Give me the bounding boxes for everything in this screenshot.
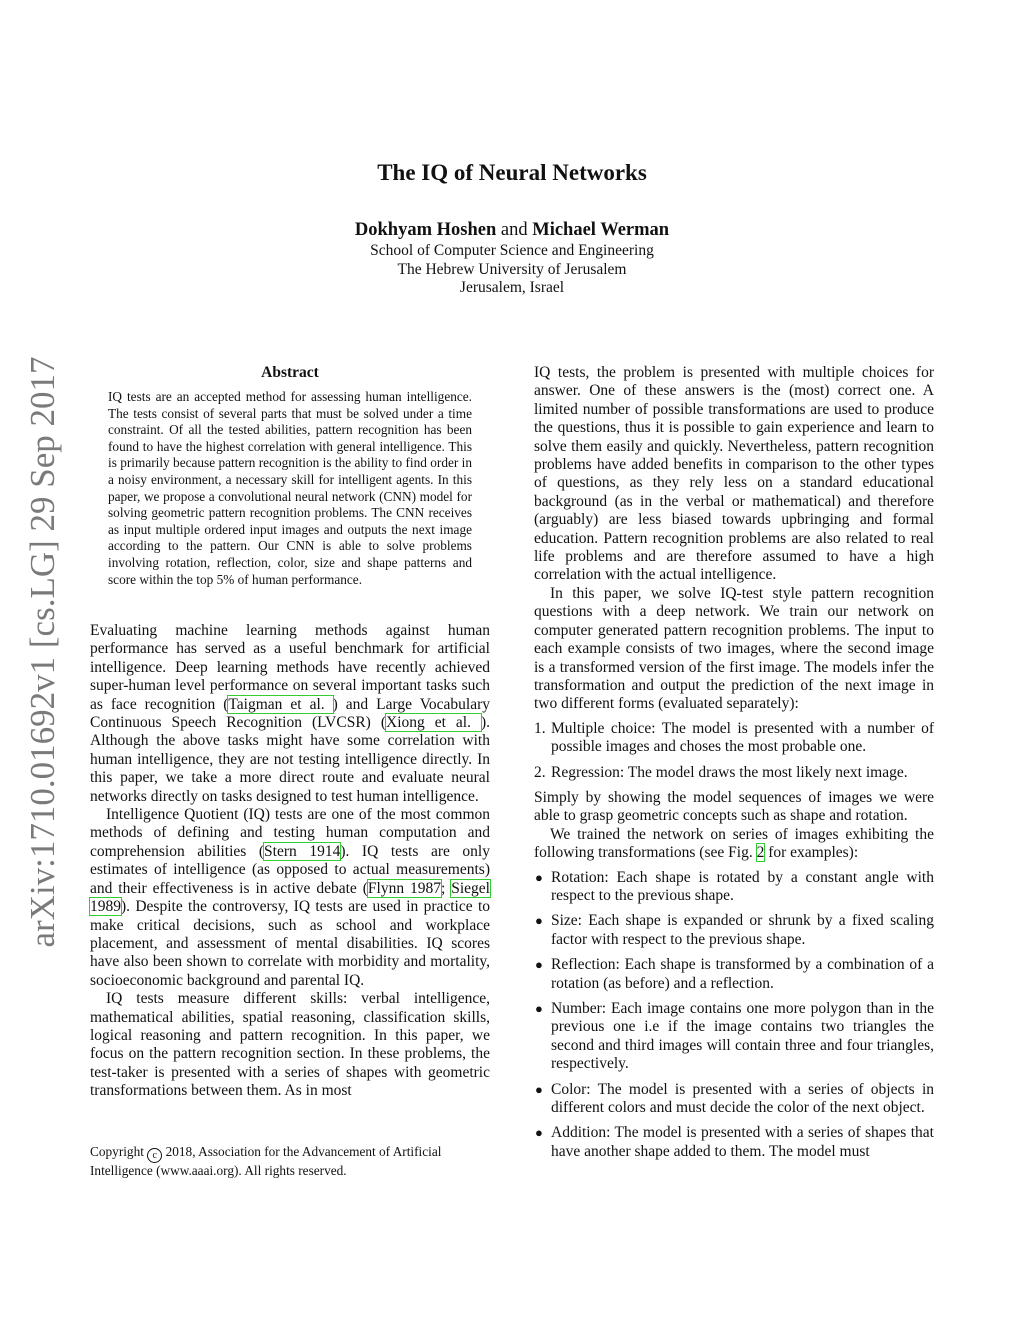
footnote-text: Copyright [90,1144,144,1159]
author-line [0,220,1024,241]
affiliation-line: The Hebrew University of Jerusalem [397,260,627,278]
list-item-text: Addition: The model is presented with a series of shapes that have another shape added to them. The model must [551,1124,934,1160]
footnote-text: 2018, Association for the Advancement of Artificial Intelligence (www.aaai.org). All rights reserved. [90,1144,442,1178]
list-item [534,956,934,993]
body-paragraph [90,622,490,806]
numbered-list [534,720,934,782]
paragraph-text: ) and Large Vocabulary Continuous Speech Recognition (LVCSR) ( [90,695,490,732]
bullet-list [534,869,934,1162]
copyright-footnote [90,1144,490,1180]
affiliation-line: Jerusalem, Israel [459,279,565,297]
bullet-icon: ● [535,869,543,885]
list-item [534,1000,934,1074]
body-paragraph [534,826,934,863]
abstract-text: IQ tests are an accepted method for assessing human intelligence. The tests consist of several parts that must be solved under a time constraint. Of all the tested abilities, pattern recognition has been found to have the highest correlation with general intelligence. This is primarily because pattern recognition is the ability to find order in a noisy environment, a necessary skill for intelligent agents. In this paper, we propose a convolutional neural network (CNN) model for solving geometric pattern recognition problems. The CNN receives as input multiple ordered input images and outputs the next image according to the pattern. Our CNN is able to solve problems involving rotation, reflection, color, size and shape patterns and score within the top 5% of human performance. [108,389,472,587]
list-item [534,869,934,906]
list-number: 1. [534,719,546,737]
right-column [534,364,934,1168]
paragraph-text: ). IQ tests are only estimates of intelligence (as opposed to actual measurements) and their effectiveness is in active debate ( [90,842,490,897]
body-paragraph: IQ tests measure different skills: verbal intelligence, mathematical abilities, spatial reasoning, classification skills, logical reasoning and pattern recognition. In this paper, we focus on the pattern recognition section. In these problems, the test-taker is presented with a series of shapes with geometric transformations between them. As in most [90,990,490,1100]
list-item [534,1124,934,1161]
citation-link[interactable]: Taigman et al. [228,695,333,713]
list-item-text: Rotation: Each shape is rotated by a constant angle with respect to the previous shape. [551,868,934,904]
list-item-text: Number: Each image contains one more polygon than in the previous one i.e if the image contains two triangles the second and third images will contain three and four triangles, respectively. [551,1000,934,1073]
affiliation-line: School of Computer Science and Engineering [370,242,654,259]
paragraph-text: ). Despite the controversy, IQ tests are used in practice to make critical decisions, such as school and workplace placement, and assessment of mental disabilities. IQ scores have also been shown to correlate with morbidity and mortality, socioeconomic background and parental IQ. [90,898,490,989]
list-item-text: Regression: The model draws the most likely next image. [551,763,908,781]
author-conjunction: and [500,220,528,240]
paragraph-text: We trained the network on series of images exhibiting the following transformations (see Fig. [534,825,934,862]
citation-link[interactable]: Stern 1914 [264,842,341,860]
author-name: Michael Werman [532,220,670,240]
list-item [534,1081,934,1118]
left-column [90,622,490,1101]
bullet-icon: ● [535,1001,543,1016]
affiliation-block [0,242,1024,298]
bullet-icon: ● [535,1125,543,1141]
citation-link[interactable]: Xiong et al. [386,714,481,732]
citation-link[interactable]: Flynn 1987 [367,879,442,897]
list-item-text: Multiple choice: The model is presented with a number of possible images and choses the most probable one. [551,719,934,756]
list-item-text: Color: The model is presented with a series of objects in different colors and must decide the color of the next object. [551,1080,934,1117]
list-item [534,764,934,782]
copyright-symbol: c [147,1148,162,1163]
abstract-heading: Abstract [261,364,319,381]
body-paragraph: Simply by showing the model sequences of images we were able to grasp geometric concepts such as shape and rotation. [534,788,934,825]
list-item-text: Size: Each shape is expanded or shrunk by a fixed scaling factor with respect to the previous shape. [551,912,934,948]
paragraph-text: for examples): [764,844,859,862]
list-item-text: Reflection: Each shape is transformed by a combination of a rotation (as before) and a reflection. [551,956,934,992]
citation-separator: ; [441,879,452,897]
author-name: Dokhyam Hoshen [354,220,497,240]
list-item [534,720,934,757]
bullet-icon: ● [535,913,543,929]
citation-link[interactable]: Siegel 1989 [90,879,490,916]
body-paragraph: IQ tests, the problem is presented with multiple choices for answer. One of these answers is the (most) correct one. A limited number of possible transformations are used to produce the questions, thus it is possible to gain experience and learn to solve them easily and quickly. Nevertheless, pattern recognition problems have added benefits in comparison to the other types of questions, as they rely less on a standard educational background (as in the verbal or mathematical) and therefore (arguably) are less biased towards upbringing and formal education. Pattern recognition problems are also related to real life problems and are therefore assumed to have a high correlation with the actual intelligence. [534,364,934,584]
paragraph-text: Intelligence Quotient (IQ) tests are one of the most common methods of defining and testing human computation and comprehension abilities ( [90,806,490,860]
paper-title: The IQ of Neural Networks [377,160,647,185]
body-paragraph: In this paper, we solve IQ-test style pattern recognition questions with a deep network. We train our network on computer generated pattern recognition problems. The input to each example consists of two images, where the second image is a transformed version of the first image. The models infer the transformation and output the prediction of the next image in two different forms (evaluated separately): [534,584,934,713]
arxiv-identifier: arXiv:1710.01692v1 [cs.LG] 29 Sep 2017 [23,356,62,948]
paragraph-text: Evaluating machine learning methods against human performance has served as a useful benchmark for artificial intelligence. Deep learning methods have recently achieved super-human level performance on several important tasks such as face recognition ( [90,622,490,713]
list-item [534,912,934,949]
bullet-icon: ● [535,957,543,973]
bullet-icon: ● [535,1081,543,1097]
body-paragraph [90,806,490,990]
list-number: 2. [534,763,546,781]
figure-reference-link[interactable]: 2 [756,844,765,862]
paragraph-text: ). Although the above tasks might have some correlation with human intelligence, they are not testing intelligence directly. In this paper, we take a more direct route and evaluate neural networks directly on tasks designed to test human intelligence. [90,714,491,805]
